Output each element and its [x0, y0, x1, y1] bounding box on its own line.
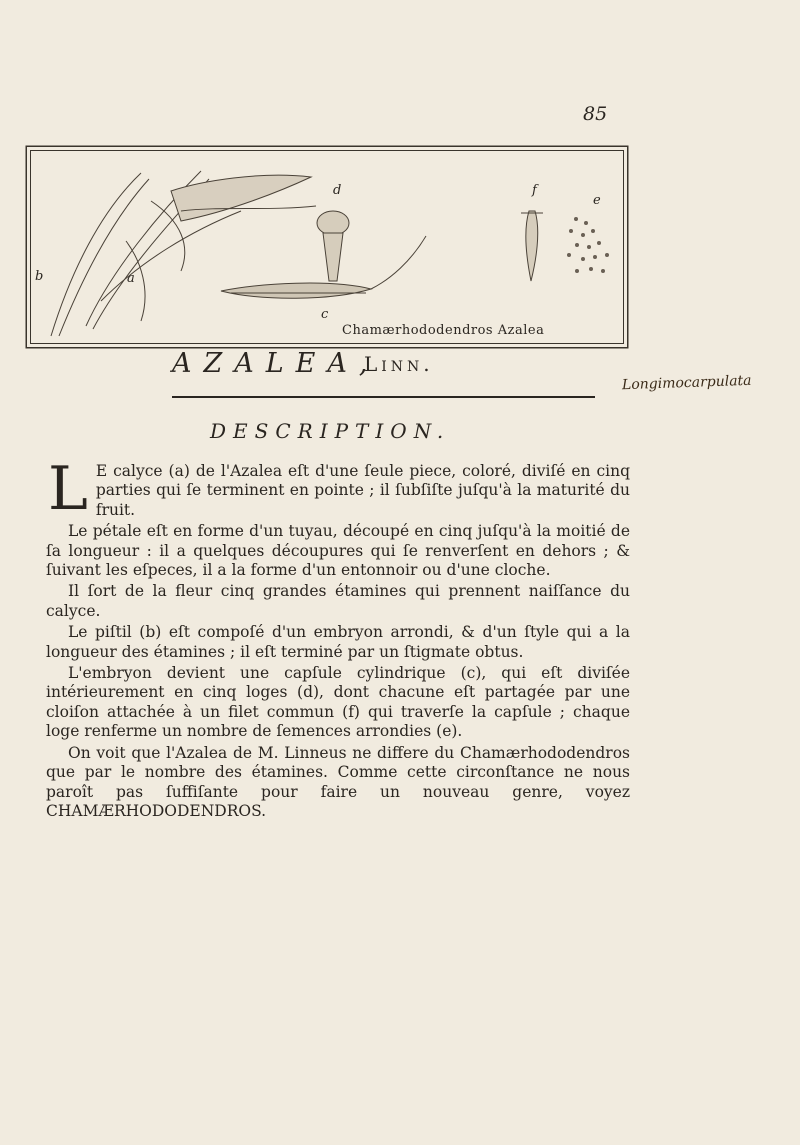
fig-label-b: b: [35, 269, 44, 284]
paragraph-embryo: L'embryon devient une capſule cylindrique (c), qui eſt diviſée intérieurement en cinq loges (d), dont chacune eſt partagée par une cloiſon attachée à un filet commun (f) qui traverſe la capſule ; chaque loge renferme un nombre de ſemences arrondies (e).: [46, 664, 630, 741]
botanical-plate: [30, 150, 624, 344]
fig-label-d: d: [333, 183, 342, 198]
body-text: [46, 454, 630, 823]
fig-label-a: a: [127, 271, 135, 286]
paragraph-pistil: Le piſtil (b) eſt compoſé d'un embryon arrondi, & d'un ſtyle qui a la longueur des étamines ; il eſt terminé par un ſtigmate obtus.: [46, 623, 630, 661]
paragraph-calyx: L E calyce (a) de l'Azalea eſt d'une ſeule piece, coloré, diviſé en cinq parties qui ſe terminent en pointe ; il ſubſiſte juſqu'à la maturité du fruit.: [48, 454, 630, 524]
paragraph-stamens: Il ſort de la fleur cinq grandes étamines qui prennent naiſſance du calyce.: [46, 582, 630, 620]
fig-label-f: f: [532, 183, 537, 198]
drop-cap: L: [48, 454, 88, 524]
page-title-author: Linn.: [364, 352, 434, 376]
plate-caption: Chamærhododendros Azalea: [342, 323, 545, 338]
paragraph-comparison: On voit que l'Azalea de M. Linneus ne differe du Chamærhododendros que par le nombre des étamines. Comme cette circonſtance ne nous paroît pas ſuffiſante pour faire un nouveau genre, voyez CHAMÆRHODODENDROS.: [46, 743, 630, 820]
page-number: 85: [583, 103, 608, 125]
fig-label-e: e: [593, 193, 601, 208]
paragraph-petal: Le pétale eſt en forme d'un tuyau, découpé en cinq juſqu'à la moitié de ſa longueur : il a quelques découpures qui ſe renverſent en dehors ; & ſuivant les eſpeces, il a la forme d'un entonnoir ou d'une cloche.: [46, 522, 630, 580]
title-rule: [172, 396, 595, 398]
handwritten-margin-note: Longimocarpulata: [621, 372, 752, 394]
page-title-genus: AZALEA,: [172, 348, 380, 379]
fig-label-c: c: [321, 307, 329, 322]
section-heading: DESCRIPTION.: [210, 419, 451, 443]
